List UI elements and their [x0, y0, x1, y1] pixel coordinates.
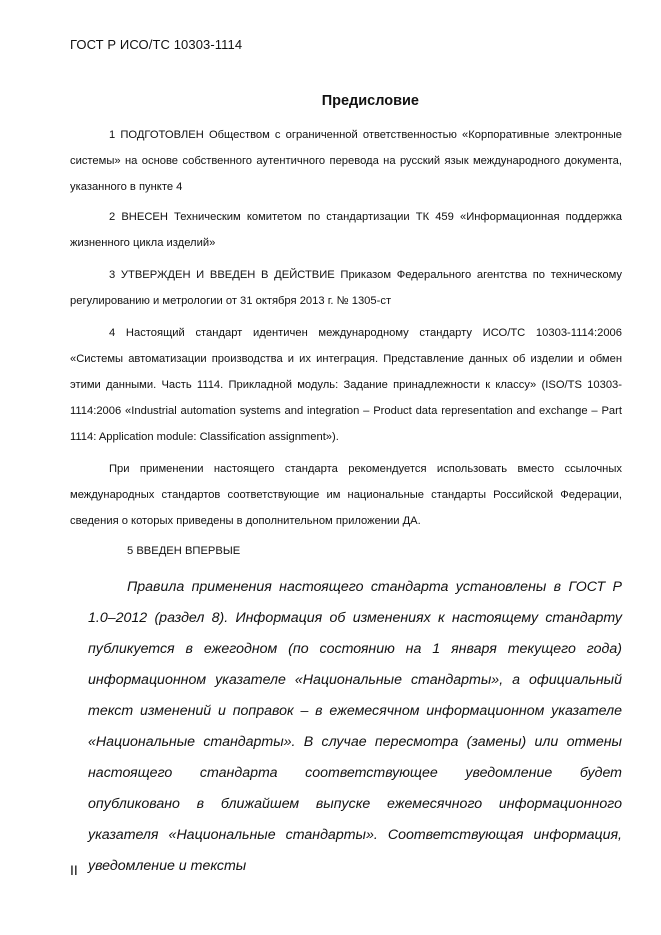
paragraph-3 [70, 262, 622, 314]
page-number: II [70, 862, 78, 878]
paragraph-2-text: 2 ВНЕСЕН Техническим комитетом по стандартизации ТК 459 «Информационная поддержка жизненного цикла изделий» [70, 211, 622, 249]
paragraph-4-text: 4 Настоящий стандарт идентичен международному стандарту ИСО/ТС 10303-1114:2006 «Системы автоматизации производства и их интеграция. Представление данных об изделии и обмен этими данными. Часть 1114. Прикладной модуль: Задание принадлежности к классу» (ISO/TS 10303-1114:2006 «Industrial automation systems and integration – Product data representation and exchange – Part 1114: Application module: Classification assignment»). [70, 327, 622, 443]
document-header: ГОСТ Р ИСО/ТС 10303-1114 [70, 37, 243, 52]
paragraph-4 [70, 320, 622, 450]
page-title: Предисловие [321, 93, 419, 109]
paragraph-note [70, 456, 622, 534]
italic-notice [88, 572, 622, 882]
paragraph-1-text: 1 ПОДГОТОВЛЕН Обществом с ограниченной ответственностью «Корпоративные электронные системы» на основе собственного аутентичного перевода на русский язык международного документа, указанного в пункте 4 [70, 129, 622, 193]
paragraph-3-text: 3 УТВЕРЖДЕН И ВВЕДЕН В ДЕЙСТВИЕ Приказом Федерального агентства по техническому регулированию и метрологии от 31 октября 2013 г. № 1305-ст [70, 269, 622, 307]
paragraph-5: 5 ВВЕДЕН ВПЕРВЫЕ [127, 545, 241, 557]
paragraph-note-text: При применении настоящего стандарта рекомендуется использовать вместо ссылочных международных стандартов соответствующие им национальные стандарты Российской Федерации, сведения о которых приведены в дополнительном приложении ДА. [70, 463, 622, 527]
italic-notice-text: Правила применения настоящего стандарта установлены в ГОСТ Р 1.0–2012 (раздел 8). Информация об изменениях к настоящему стандарту публикуется в ежегодном (по состоянию на 1 января текущего года) информационном указателе «Национальные стандарты», а официальный текст изменений и поправок – в ежемесячном информационном указателе «Национальные стандарты». В случае пересмотра (замены) или отмены настоящего стандарта соответствующее уведомление будет опубликовано в ближайшем выпуске ежемесячного информационного указателя «Национальные стандарты». Соответствующая информация, уведомление и тексты [88, 579, 622, 874]
paragraph-1 [70, 122, 622, 200]
paragraph-2 [70, 204, 622, 256]
